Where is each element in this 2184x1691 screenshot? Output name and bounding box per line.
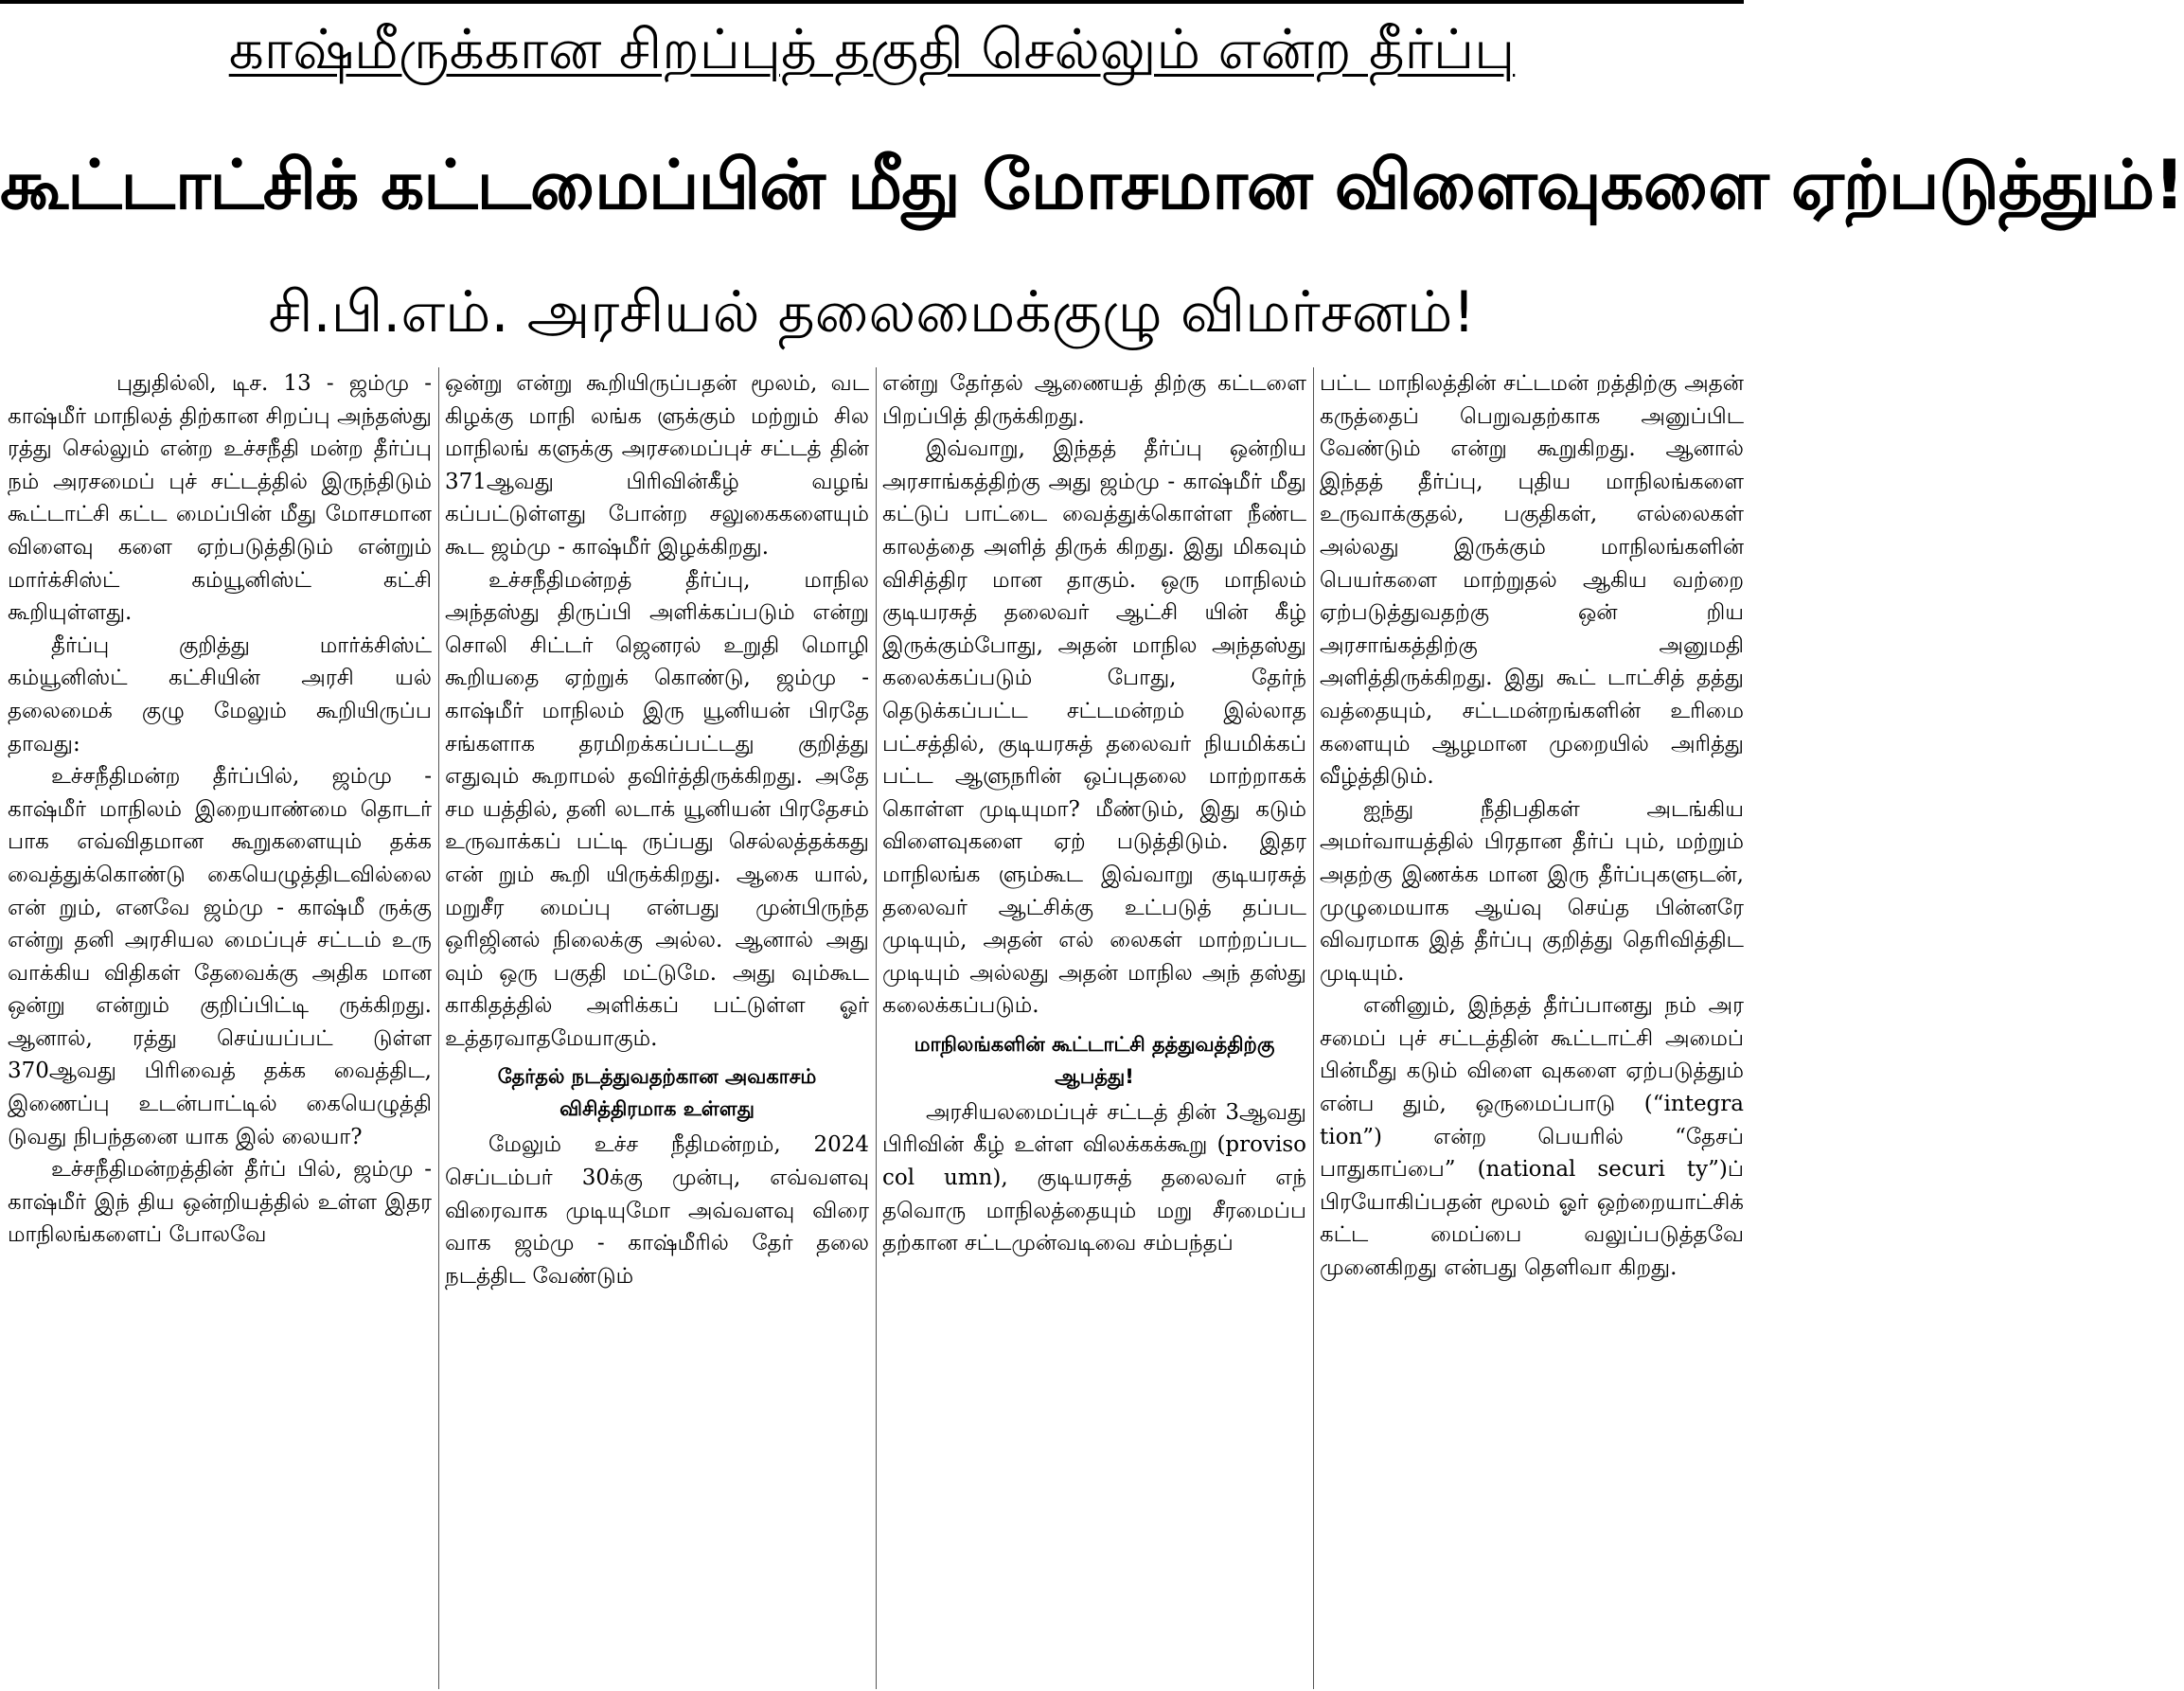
paragraph: உச்சநீதிமன்றத் தீர்ப்பு, மாநில அந்தஸ்து திருப்பி அளிக்கப்படும் என்று சொலி சிட்டர் ஜெனரல் உறுதி மொழி கூறியதை ஏற்றுக் கொண்டு, ஜம்மு - காஷ்மீர் மாநிலம் இரு யூனியன் பிரதே சங்களாக தரமிறக்கப்பட்டது குறித்து எதுவும் கூறாமல் தவிர்த்திருக்கிறது. அதே சம யத்தில், தனி லடாக் யூனியன் பிரதேசம் உருவாக்கப் பட்டி ருப்பது செல்லத்தக்கது என் றும் கூறி யிருக்கிறது. ஆகை யால், மறுசீர மைப்பு என்பது முன்பிருந்த ஒரிஜினல் நிலைக்கு அல்ல. ஆனால் அது வும் ஒரு பகுதி மட்டுமே. அது வும்கூட காகிதத்தில் அளிக்கப் பட்டுள்ள ஓர் உத்தரவாதமேயாகும். (445, 567, 869, 1051)
paragraph: பட்ட மாநிலத்தின் சட்டமன் றத்திற்கு அதன் கருத்தைப் பெறுவதற்காக அனுப்பிட வேண்டும் என்று கூறுகிறது. ஆனால் இந்தத் தீர்ப்பு, புதிய மாநிலங்களை உருவாக்குதல், பகுதிகள், எல்லைகள் அல்லது இருக்கும் மாநிலங்களின் பெயர்களை மாற்றுதல் ஆகிய வற்றை ஏற்படுத்துவதற்கு ஒன் றிய அரசாங்கத்திற்கு அனுமதி அளித்திருக்கிறது. இது கூட் டாட்சித் தத்து வத்தையும், சட்டமன்றங்களின் உரிமை களையும் ஆழமான முறையில் அரித்து வீழ்த்திடும். (1320, 371, 1744, 790)
paragraph: அரசியலமைப்புச் சட்டத் தின் 3ஆவது பிரிவின் கீழ் உள்ள விலக்கக்கூறு (proviso col umn), குடியரசுத் தலைவர் எந் தவொரு மாநிலத்தையும் மறு சீரமைப்ப தற்கான சட்டமுன்வடிவை சம்பந்தப் (882, 1099, 1306, 1256)
paragraph: ஐந்து நீதிபதிகள் அடங்கிய அமர்வாயத்தில் பிரதான தீர்ப் பும், மற்றும் அதற்கு இணக்க மான இரு தீர்ப்புகளுடன், முழுமையாக ஆய்வு செய்த பின்னரே விவரமாக இத் தீர்ப்பு குறித்து தெரிவித்திட முடியும். (1320, 796, 1744, 986)
column-divider (438, 367, 439, 1689)
top-rule (0, 0, 1744, 4)
paragraph: ஒன்று என்று கூறியிருப்பதன் மூலம், வட கிழக்கு மாநி லங்க ளுக்கும் மற்றும் சில மாநிலங் களுக்கு அரசமைப்புச் சட்டத் தின் 371ஆவது பிரிவின்கீழ் வழங் கப்பட்டுள்ளது போன்ற சலுகைகளையும் கூட ஜம்மு - காஷ்மீர் இழக்கிறது. (445, 371, 869, 560)
kicker-text: காஷ்மீருக்கான சிறப்புத் தகுதி செல்லும் என்ற தீர்ப்பு (228, 17, 1516, 81)
section-heading: மாநிலங்களின் கூட்டாட்சி தத்துவத்திற்கு ஆபத்து! (914, 1032, 1275, 1088)
kicker-headline (0, 6, 1744, 93)
paragraph: புதுதில்லி, டிச. 13 - ஜம்மு - காஷ்மீர் மாநிலத் திற்கான சிறப்பு அந்தஸ்து ரத்து செல்லும் என்ற உச்சநீதி மன்ற தீர்ப்பு நம் அரசமைப் புச் சட்டத்தில் இருந்திடும் கூட்டாட்சி கட்ட மைப்பின் மீது மோசமான விளைவு களை ஏற்படுத்திடும் என்றும் மார்க்சிஸ்ட் கம்யூனிஸ்ட் கட்சி கூறியுள்ளது. (8, 371, 432, 626)
paragraph: உச்சநீதிமன்றத்தின் தீர்ப் பில், ஜம்மு - காஷ்மீர் இந் திய ஒன்றியத்தில் உள்ள இதர மாநிலங்களைப் போலவே (8, 1157, 432, 1248)
paragraph: தீர்ப்பு குறித்து மார்க்சிஸ்ட் கம்யூனிஸ்ட் கட்சியின் அரசி யல் தலைமைக் குழு மேலும் கூறியிருப்ப தாவது: (8, 632, 432, 756)
article-body (8, 367, 1744, 1689)
column-2 (445, 367, 869, 1689)
column-3 (882, 367, 1306, 1689)
column-divider (876, 367, 877, 1689)
column-1 (8, 367, 432, 1689)
column-4 (1320, 367, 1744, 1689)
paragraph: எனினும், இந்தத் தீர்ப்பானது நம் அர சமைப் புச் சட்டத்தின் கூட்டாட்சி அமைப் பின்மீது கடும் விளை வுகளை ஏற்படுத்தும் என்ப தும், ஒருமைப்பாடு (“integra tion”) என்ற பெயரில் “தேசப் பாதுகாப்பை” (national securi ty”)ப் பிரயோகிப்பதன் மூலம் ஓர் ஒற்றையாட்சிக் கட்ட மைப்பை வலுப்படுத்தவே முனைகிறது என்பது தெளிவா கிறது. (1320, 993, 1744, 1281)
main-headline: கூட்டாட்சிக் கட்டமைப்பின் மீது மோசமான விளைவுகளை ஏற்படுத்தும்! (0, 145, 2184, 224)
paragraph: என்று தேர்தல் ஆணையத் திற்கு கட்டளை பிறப்பித் திருக்கிறது. (882, 371, 1306, 429)
paragraph: உச்சநீதிமன்ற தீர்ப்பில், ஜம்மு - காஷ்மீர் மாநிலம் இறையாண்மை தொடர் பாக எவ்விதமான கூறுகளையும் தக்க வைத்துக்கொண்டு கையெழுத்திடவில்லை என் றும், எனவே ஜம்மு - காஷ்மீ ருக்கு என்று தனி அரசியல மைப்புச் சட்டம் உரு வாக்கிய விதிகள் தேவைக்கு அதிக மான ஒன்று என்றும் குறிப்பிட்டி ருக்கிறது. ஆனால், ரத்து செய்யப்பட் டுள்ள 370ஆவது பிரிவைத் தக்க வைத்திட, இணைப்பு உடன்பாட்டில் கையெழுத்தி டுவது நிபந்தனை யாக இல் லையா? (8, 764, 432, 1149)
sub-headline: சி.பி.எம். அரசியல் தலைமைக்குழு விமர்சனம்! (268, 279, 1476, 346)
column-divider (1313, 367, 1314, 1689)
paragraph: மேலும் உச்ச நீதிமன்றம், 2024 செப்டம்பர் 30க்கு முன்பு, எவ்வளவு விரைவாக முடியுமோ அவ்வளவு விரை வாக ஜம்மு - காஷ்மீரில் தேர் தலை நடத்திட வேண்டும் (445, 1132, 869, 1289)
paragraph: இவ்வாறு, இந்தத் தீர்ப்பு ஒன்றிய அரசாங்கத்திற்கு அது ஜம்மு - காஷ்மீர் மீது கட்டுப் பாட்டை வைத்துக்கொள்ள நீண்ட காலத்தை அளித் திருக் கிறது. இது மிகவும் விசித்திர மான தாகும். ஒரு மாநிலம் குடியரசுத் தலைவர் ஆட்சி யின் கீழ் இருக்கும்போது, அதன் மாநில அந்தஸ்து கலைக்கப்படும் போது, தேர்ந் தெடுக்கப்பட்ட சட்டமன்றம் இல்லாத பட்சத்தில், குடியரசுத் தலைவர் நியமிக்கப் பட்ட ஆளுநரின் ஒப்புதலை மாற்றாகக் கொள்ள முடியுமா? மீண்டும், இது கடும் விளைவுகளை ஏற் படுத்திடும். இதர மாநிலங்க ளும்கூட இவ்வாறு குடியரசுத் தலைவர் ஆட்சிக்கு உட்படுத் தப்பட முடியும், அதன் எல் லைகள் மாற்றப்பட முடியும் அல்லது அதன் மாநில அந் தஸ்து கலைக்கப்படும். (882, 436, 1306, 1019)
section-heading: தேர்தல் நடத்துவதற்கான அவகாசம் விசித்திரமாக உள்ளது (497, 1065, 817, 1121)
